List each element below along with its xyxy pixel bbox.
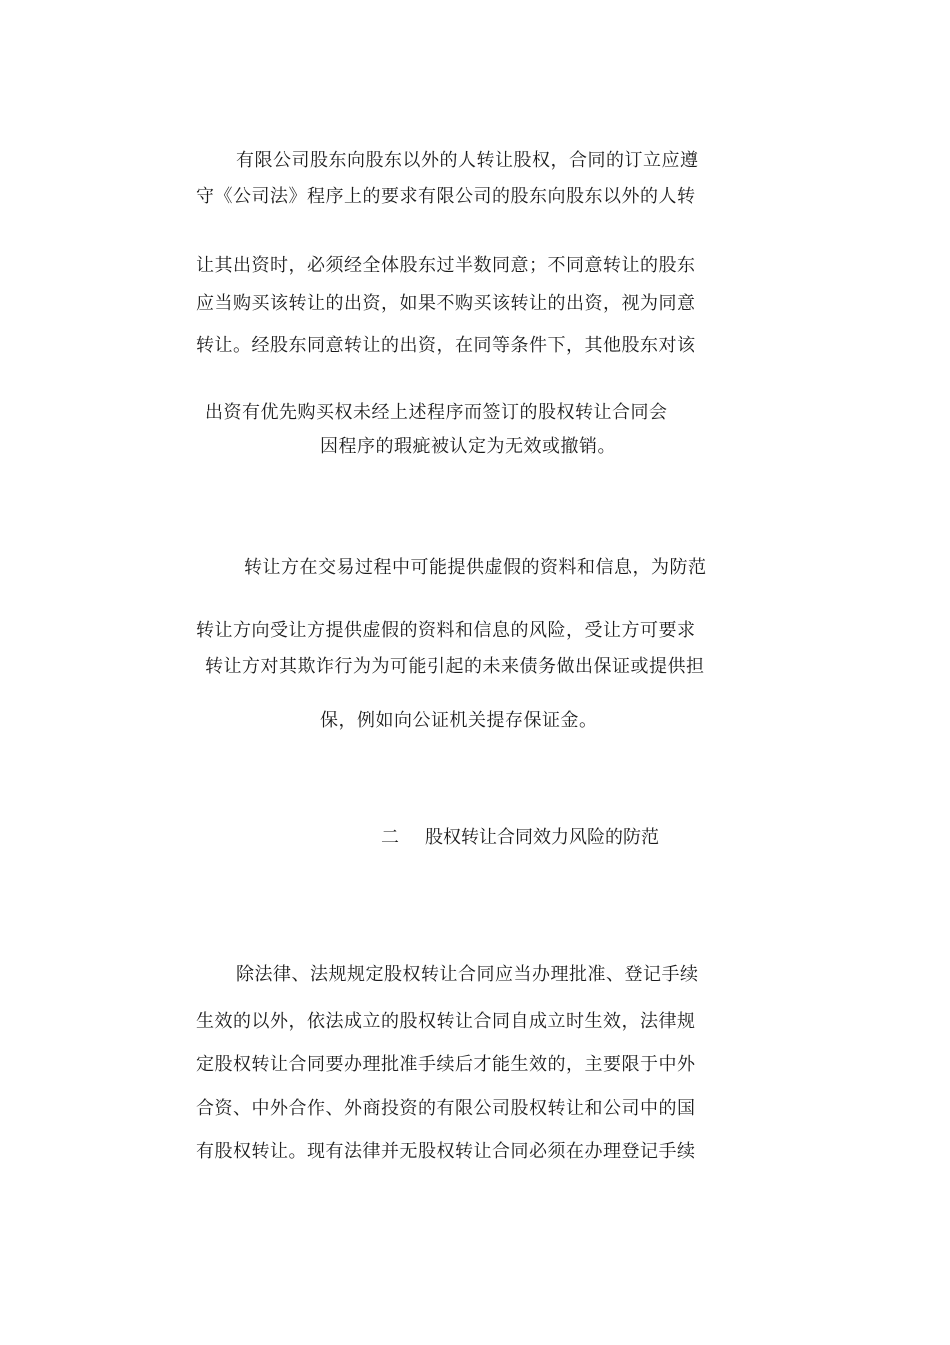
paragraph3-line-5: 有股权转让。现有法律并无股权转让合同必须在办理登记手续 — [196, 1141, 696, 1162]
paragraph3-line-4: 合资、中外合作、外商投资的有限公司股权转让和公司中的国 — [196, 1098, 696, 1119]
section-number: 二 — [381, 827, 399, 848]
paragraph1-line-2: 守《公司法》程序上的要求有限公司的股东向股东以外的人转 — [196, 186, 696, 207]
paragraph1-line-1: 有限公司股东向股东以外的人转让股权，合同的订立应遵 — [236, 150, 699, 171]
paragraph1-line-6: 出资有优先购买权未经上述程序而签订的股权转让合同会 — [205, 402, 668, 423]
paragraph1-line-3: 让其出资时，必须经全体股东过半数同意；不同意转让的股东 — [196, 255, 696, 276]
paragraph2-line-2: 转让方向受让方提供虚假的资料和信息的风险，受让方可要求 — [196, 620, 696, 641]
paragraph3-line-2: 生效的以外，依法成立的股权转让合同自成立时生效，法律规 — [196, 1011, 696, 1032]
paragraph1-line-4: 应当购买该转让的出资，如果不购买该转让的出资，视为同意 — [196, 293, 696, 314]
paragraph2-line-1: 转让方在交易过程中可能提供虚假的资料和信息，为防范 — [244, 557, 707, 578]
paragraph1-line-7: 因程序的瑕疵被认定为无效或撤销。 — [320, 436, 616, 457]
paragraph3-line-3: 定股权转让合同要办理批准手续后才能生效的，主要限于中外 — [196, 1054, 696, 1075]
paragraph2-line-3: 转让方对其欺诈行为为可能引起的未来债务做出保证或提供担 — [205, 656, 705, 677]
section-heading — [381, 827, 659, 849]
section-title: 股权转让合同效力风险的防范 — [425, 827, 659, 848]
paragraph3-line-1: 除法律、法规规定股权转让合同应当办理批准、登记手续 — [236, 964, 699, 985]
paragraph1-line-5: 转让。经股东同意转让的出资，在同等条件下，其他股东对该 — [196, 335, 696, 356]
paragraph2-line-4: 保，例如向公证机关提存保证金。 — [320, 710, 598, 731]
